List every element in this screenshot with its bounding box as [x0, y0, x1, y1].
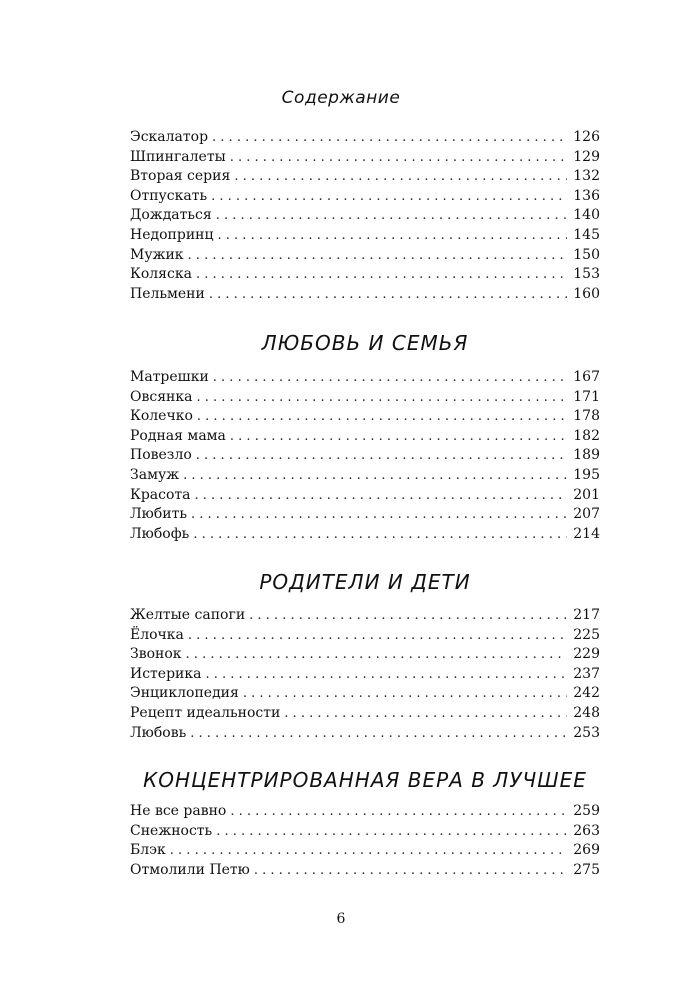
dot-leader — [197, 407, 567, 427]
entry-title: Красота — [130, 486, 191, 503]
dot-leader — [205, 665, 567, 685]
toc-entry — [130, 665, 600, 685]
dot-leader — [193, 525, 567, 545]
entry-title: Дождаться — [130, 207, 212, 224]
entry-page-number: 167 — [573, 369, 600, 385]
dot-leader — [211, 187, 567, 207]
entry-page-number: 214 — [573, 525, 600, 542]
toc-entry — [130, 187, 600, 207]
entry-page-number: 126 — [573, 129, 600, 145]
toc-entry — [130, 606, 600, 626]
entry-title: Любофь — [130, 525, 190, 542]
toc-entry — [130, 626, 600, 646]
entry-title: Любовь — [130, 724, 187, 741]
entry-page-number: 145 — [573, 226, 600, 243]
dot-leader — [249, 606, 567, 626]
toc-entry — [130, 246, 600, 266]
dot-leader — [188, 246, 568, 266]
dot-leader — [195, 486, 568, 506]
entry-page-number: 225 — [573, 626, 600, 643]
entry-title: Рецепт идеальности — [130, 704, 281, 721]
entry-title: Эскалатор — [130, 129, 209, 145]
entry-page-number: 207 — [573, 506, 600, 523]
entry-page-number: 153 — [573, 266, 600, 283]
entry-title: Родная мама — [130, 427, 226, 444]
toc-entry — [130, 446, 600, 466]
dot-leader — [190, 724, 567, 744]
entry-title: Отпускать — [130, 187, 208, 204]
dot-leader — [183, 466, 567, 486]
entry-page-number: 150 — [573, 246, 600, 263]
toc-entry — [130, 486, 600, 506]
toc-entry — [130, 684, 600, 704]
dot-leader — [218, 226, 568, 246]
toc-entry — [130, 466, 600, 486]
entry-page-number: 140 — [573, 207, 600, 224]
dot-leader — [196, 265, 567, 285]
toc-entry — [130, 285, 600, 305]
dot-leader — [230, 148, 568, 168]
toc-entry — [130, 525, 600, 545]
toc-entry — [130, 368, 600, 388]
entry-page-number: 132 — [573, 168, 600, 185]
toc-entries — [130, 128, 600, 304]
entry-page-number: 129 — [573, 148, 600, 165]
entry-page-number: 253 — [573, 724, 600, 741]
dot-leader — [213, 368, 567, 388]
dot-leader — [191, 505, 567, 525]
entry-page-number: 171 — [573, 388, 600, 405]
dot-leader — [284, 704, 567, 724]
entry-page-number: 195 — [573, 466, 600, 483]
toc-entry — [130, 704, 600, 724]
dot-leader — [170, 841, 567, 861]
dot-leader — [230, 802, 567, 822]
entry-title: Вторая серия — [130, 168, 231, 185]
dot-leader — [186, 645, 568, 665]
entry-title: Снежность — [130, 822, 213, 839]
dot-leader — [196, 446, 568, 466]
entry-page-number: 263 — [573, 822, 600, 839]
entry-page-number: 248 — [573, 704, 600, 721]
entry-title: Повезло — [130, 447, 192, 464]
section-title: РОДИТЕЛИ И ДЕТИ — [259, 570, 471, 594]
entry-title: Пельмени — [130, 285, 205, 302]
toc-entry — [130, 427, 600, 447]
entry-title: Энциклопедия — [130, 685, 239, 702]
toc-entry — [130, 802, 600, 822]
entry-page-number: 189 — [573, 447, 600, 464]
entry-page-number: 269 — [573, 842, 600, 859]
dot-leader — [188, 626, 567, 646]
entry-page-number: 182 — [573, 427, 600, 444]
dot-leader — [212, 128, 567, 148]
section-title: КОНЦЕНТРИРОВАННАЯ ВЕРА В ЛУЧШЕЕ — [143, 768, 587, 792]
toc-entry — [130, 128, 600, 148]
entry-title: Ёлочка — [130, 626, 184, 643]
toc-entry — [130, 265, 600, 285]
toc-entry — [130, 841, 600, 861]
entry-title: Истерика — [130, 665, 202, 682]
entry-title: Овсянка — [130, 388, 193, 405]
entry-title: Матрешки — [130, 369, 209, 385]
entry-title: Замуж — [130, 466, 180, 483]
toc-entries — [130, 802, 600, 880]
page-header: Содержание — [281, 88, 401, 108]
toc-entry — [130, 167, 600, 187]
entry-title: Желтые сапоги — [130, 607, 246, 623]
entry-title: Шпингалеты — [130, 148, 226, 165]
entry-page-number: 259 — [573, 803, 600, 819]
toc-entry — [130, 822, 600, 842]
toc-entry — [130, 206, 600, 226]
toc-entry — [130, 226, 600, 246]
dot-leader — [234, 167, 567, 187]
entry-title: Не все равно — [130, 803, 227, 819]
toc-entry — [130, 724, 600, 744]
toc-entry — [130, 861, 600, 881]
dot-leader — [254, 861, 567, 881]
toc-entry — [130, 505, 600, 525]
toc-entry — [130, 388, 600, 408]
entry-page-number: 275 — [573, 861, 600, 878]
entry-page-number: 178 — [573, 408, 600, 425]
entry-page-number: 229 — [573, 646, 600, 663]
toc-entries — [130, 606, 600, 743]
toc-entry — [130, 407, 600, 427]
entry-page-number: 237 — [573, 665, 600, 682]
entry-title: Звонок — [130, 646, 182, 663]
entry-page-number: 217 — [573, 607, 600, 623]
dot-leader — [243, 684, 567, 704]
entry-page-number: 201 — [573, 486, 600, 503]
section-title: ЛЮБОВЬ И СЕМЬЯ — [261, 331, 469, 355]
entry-title: Мужик — [130, 246, 184, 263]
entry-title: Колечко — [130, 408, 193, 425]
page-number: 6 — [336, 911, 346, 927]
entry-title: Коляска — [130, 266, 192, 283]
entry-page-number: 242 — [573, 685, 600, 702]
dot-leader — [216, 822, 567, 842]
dot-leader — [209, 285, 567, 305]
dot-leader — [196, 388, 567, 408]
toc-entry — [130, 148, 600, 168]
toc-entry — [130, 645, 600, 665]
dot-leader — [216, 206, 568, 226]
entry-title: Любить — [130, 506, 187, 523]
entry-title: Блэк — [130, 842, 166, 859]
entry-page-number: 160 — [573, 285, 600, 302]
entry-page-number: 136 — [573, 187, 600, 204]
dot-leader — [230, 427, 567, 447]
toc-entries — [130, 368, 600, 544]
entry-title: Отмолили Петю — [130, 861, 250, 878]
entry-title: Недопринц — [130, 226, 214, 243]
